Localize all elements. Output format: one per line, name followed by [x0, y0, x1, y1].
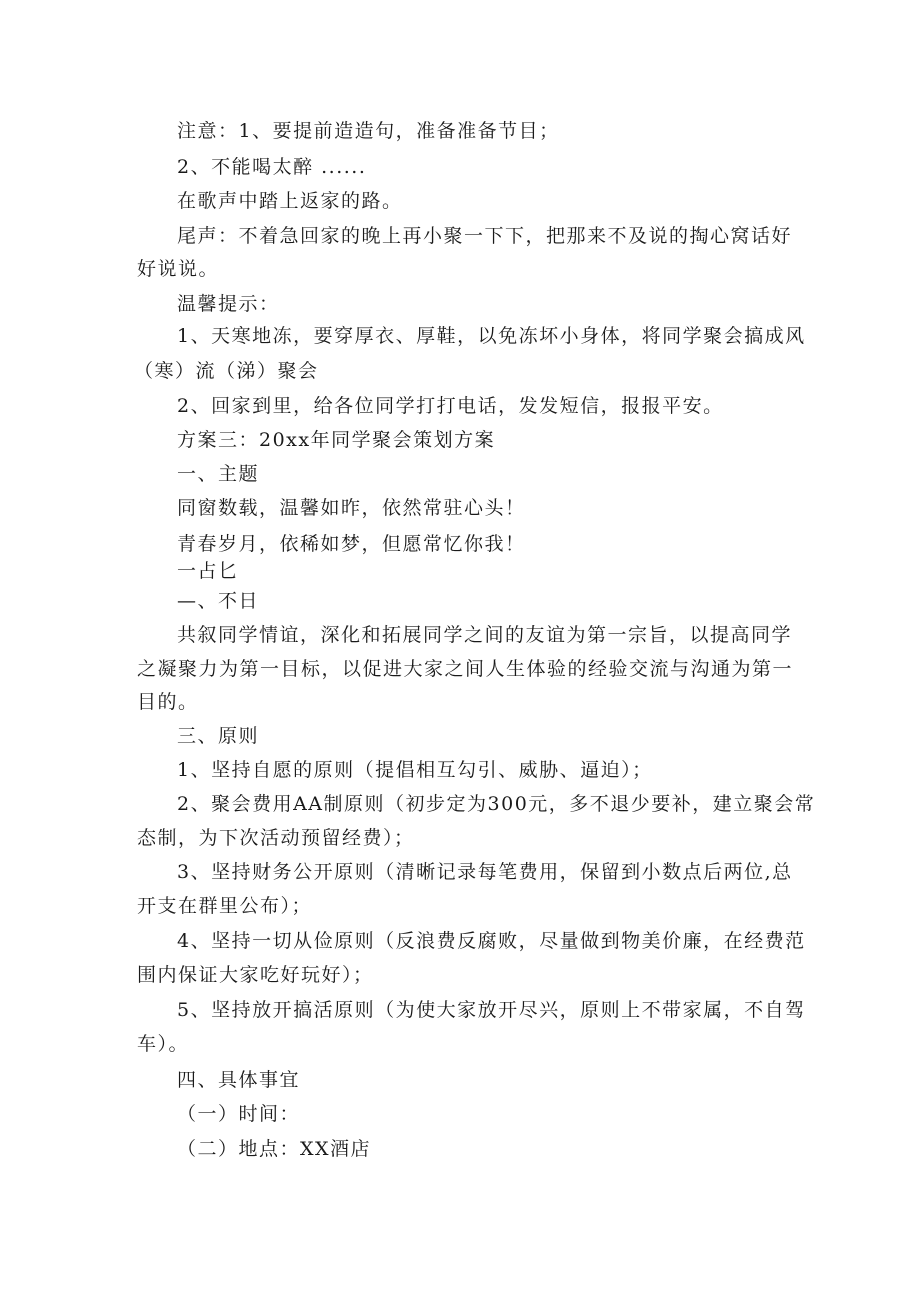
text-line: 5、坚持放开搞活原则（为使大家放开尽兴，原则上不带家属，不自驾 — [177, 999, 806, 1021]
text-line: （一）时间： — [177, 1103, 301, 1125]
text-line: 目的。 — [137, 691, 199, 713]
text-line: 2、回家到里，给各位同学打打电话，发发短信，报报平安。 — [177, 395, 724, 417]
text-line: 开支在群里公布）； — [137, 895, 313, 917]
text-line: 方案三：20xx年同学聚会策划方案 — [177, 429, 496, 451]
text-line: 3、坚持财务公开原则（清晰记录每笔费用，保留到小数点后两位,总 — [177, 861, 793, 883]
text-line: 1、坚持自愿的原则（提倡相互勾引、威胁、逼迫）； — [177, 759, 653, 781]
text-line: 4、坚持一切从俭原则（反浪费反腐败，尽量做到物美价廉，在经费范 — [177, 930, 806, 952]
text-line: 四、具体事宜 — [177, 1069, 301, 1091]
text-line: 态制，为下次活动预留经费）； — [137, 827, 415, 849]
text-line: 好说说。 — [137, 258, 220, 280]
text-line: 车）。 — [137, 1033, 190, 1055]
text-line: 温馨提示： — [177, 293, 280, 315]
text-line: 一、主题 — [177, 463, 260, 485]
text-line: 三、原则 — [177, 725, 260, 747]
text-line: —、不日 — [177, 590, 260, 612]
text-line: 一占匕 — [177, 560, 239, 582]
text-line: （寒）流（涕）聚会 — [134, 360, 319, 382]
text-line: 1、天寒地冻，要穿厚衣、厚鞋，以免冻坏小身体，将同学聚会搞成风 — [177, 325, 806, 347]
text-line: 围内保证大家吃好玩好）； — [137, 964, 374, 986]
text-line: 在歌声中踏上返家的路。 — [177, 190, 403, 212]
text-line: 2、聚会费用AA制原则（初步定为300元，多不退少要补，建立聚会常 — [177, 793, 816, 815]
text-line: 同窗数载，温馨如昨，依然常驻心头！ — [177, 497, 526, 519]
text-line: 青春岁月，依稀如梦，但愿常忆你我！ — [177, 533, 526, 555]
text-line: （二）地点：XX酒店 — [177, 1138, 372, 1160]
text-line: 注意：1、要提前造造句，准备准备节目； — [177, 120, 560, 142]
text-line: 尾声：不着急回家的晚上再小聚一下下，把那来不及说的掏心窝话好 — [177, 225, 793, 247]
text-line: 2、不能喝太醉 ...... — [177, 156, 367, 178]
text-line: 共叙同学情谊，深化和拓展同学之间的友谊为第一宗旨，以提高同学 — [177, 624, 793, 646]
text-line: 之凝聚力为第一目标，以促进大家之间人生体验的经验交流与沟通为第一 — [137, 658, 794, 680]
